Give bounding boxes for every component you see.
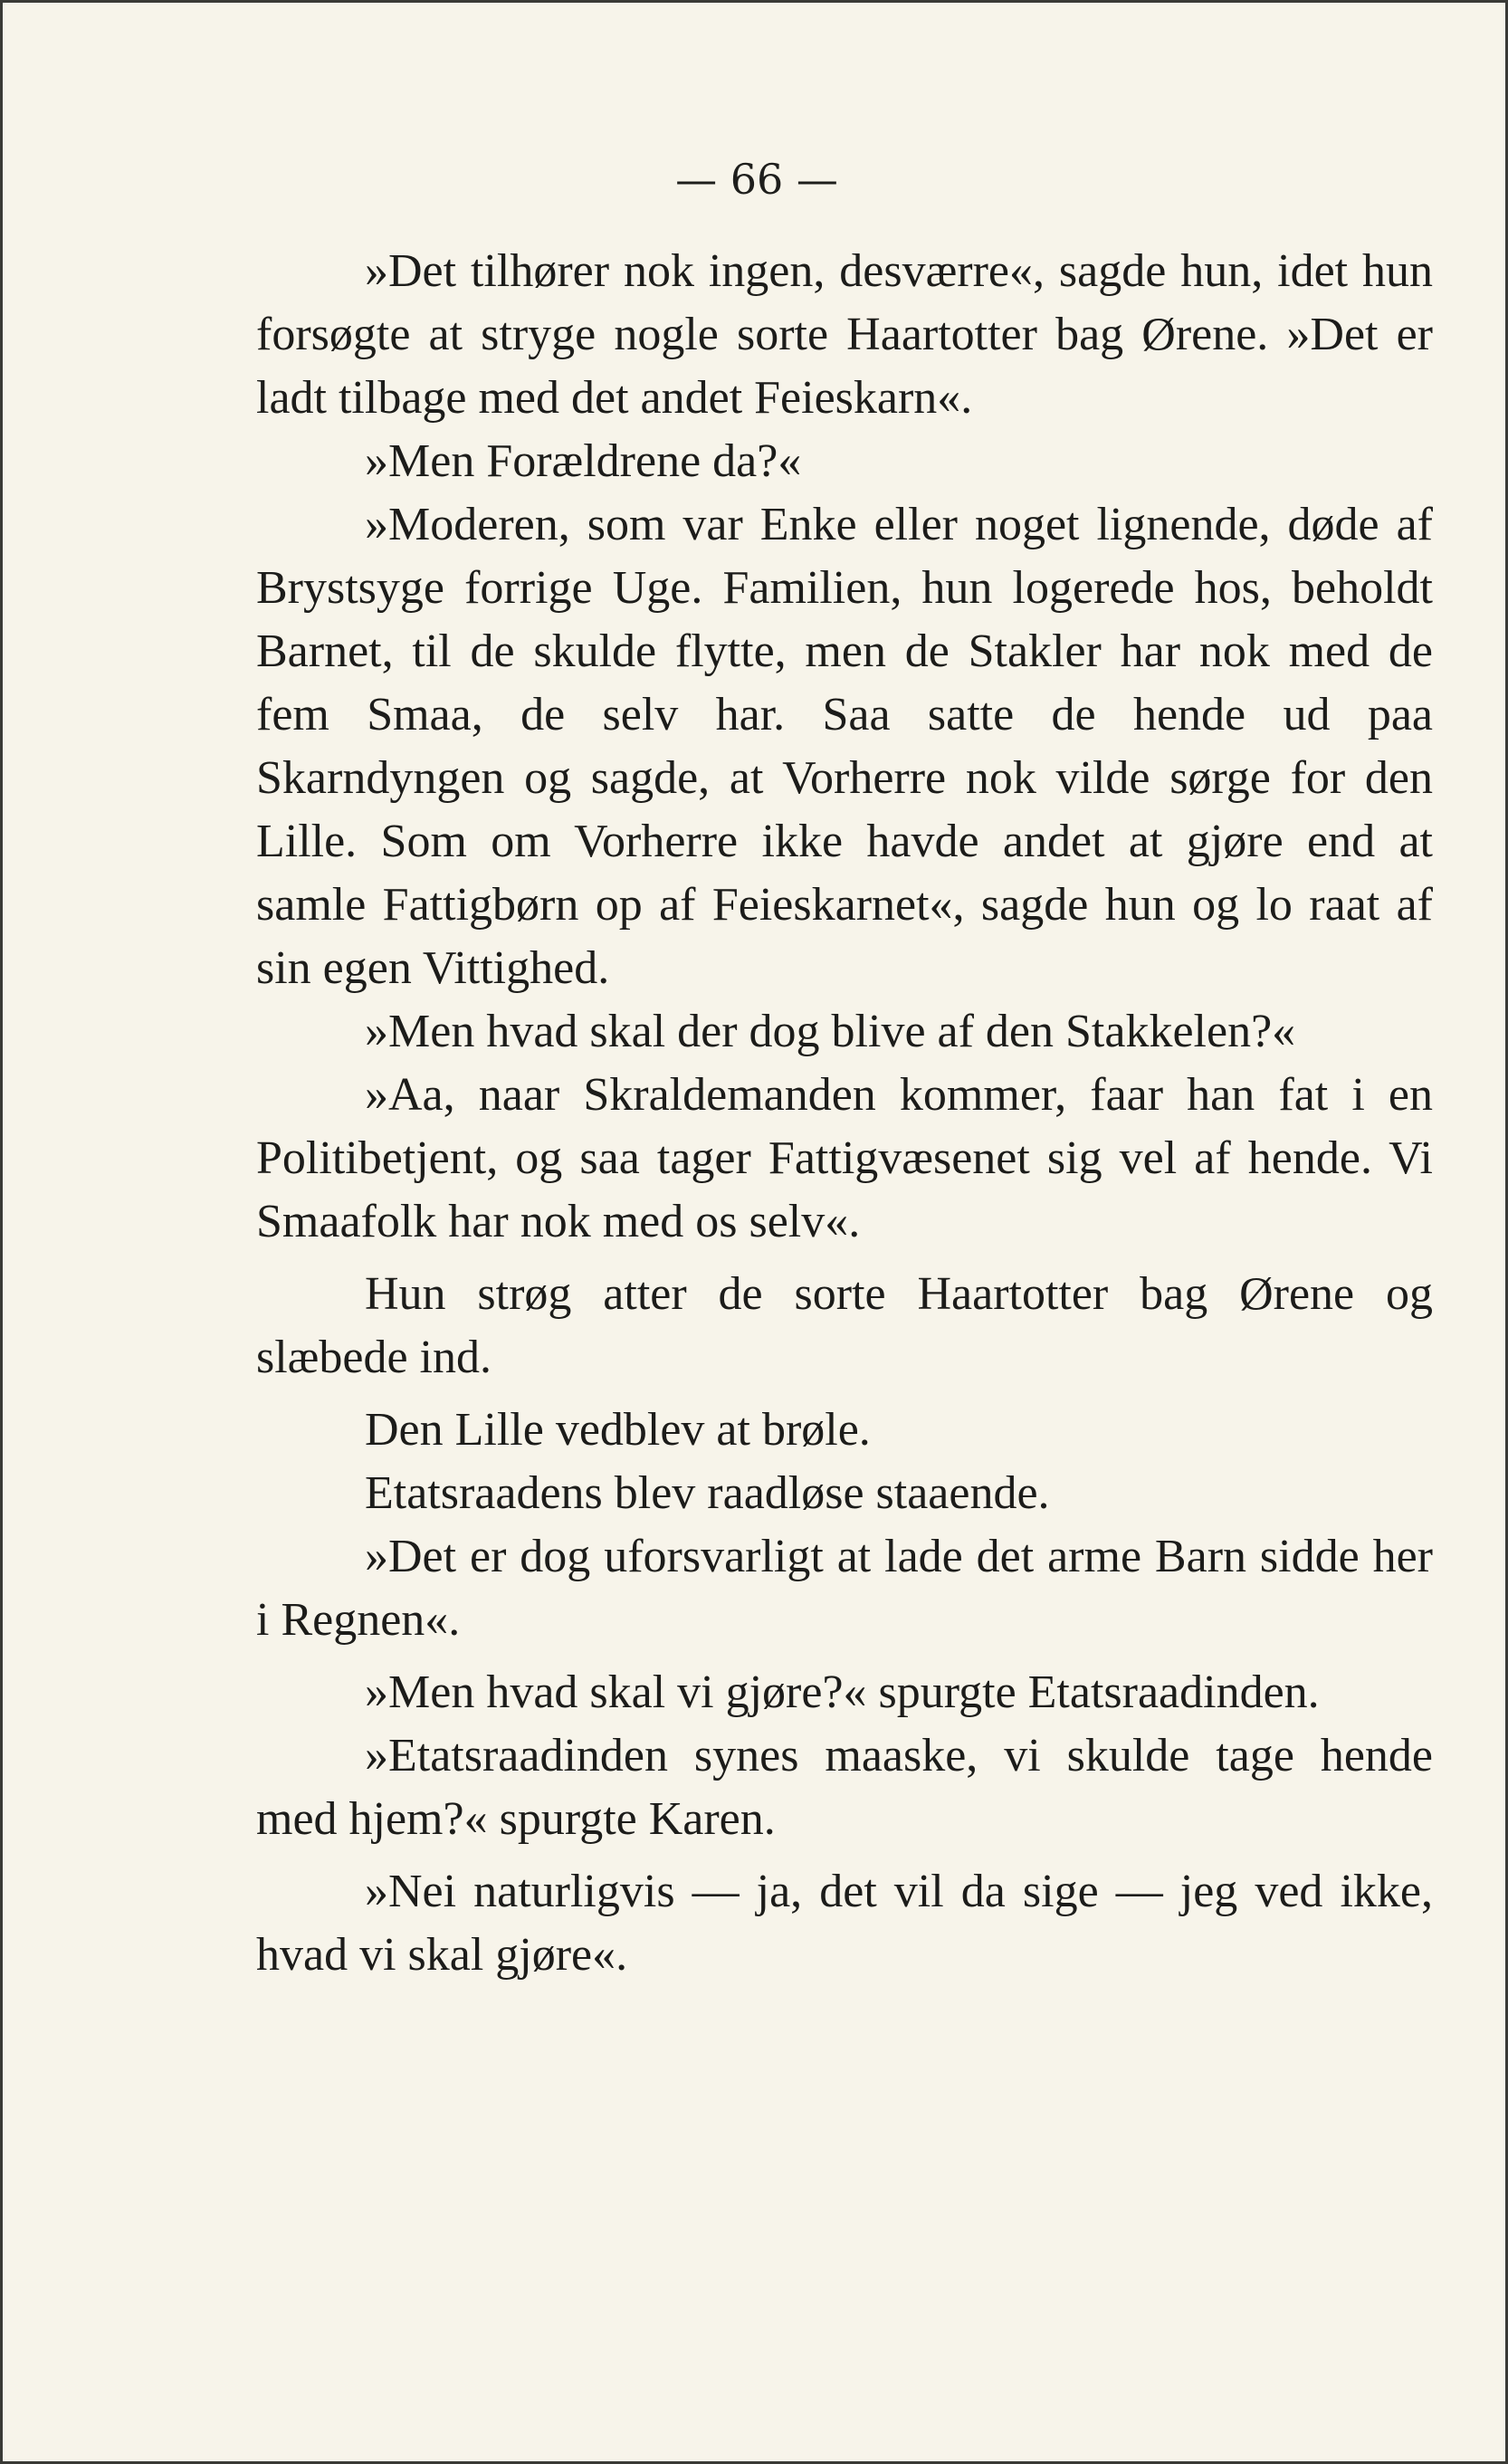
paragraph: »Moderen, som var Enke eller noget lignende, døde af Brystsyge forrige Uge. Familien, hun logerede hos, beholdt Barnet, til de skulde flytte, men de Stakler har nok med de fem Smaa, de selv har. Saa satte de hende ud paa Skarndyngen og sagde, at Vorherre nok vilde sørge for den Lille. Som om Vorherre ikke havde andet at gjøre end at samle Fattigbørn op af Feieskarnet«, sagde hun og lo raat af sin egen Vittighed. — [256, 499, 1433, 994]
paragraph: »Etatsraadinden synes maaske, vi skulde tage hende med hjem?« spurgte Karen. — [256, 1730, 1433, 1845]
paragraph: »Men hvad skal vi gjøre?« spurgte Etatsraadinden. — [365, 1667, 1320, 1718]
paragraph: »Aa, naar Skraldemanden kommer, faar han fat i en Politibetjent, og saa tager Fattigvæsenet sig vel af hende. Vi Smaafolk har nok med os selv«. — [256, 1069, 1433, 1247]
paragraph: »Det er dog uforsvarligt at lade det arme Barn sidde her i Regnen«. — [256, 1531, 1433, 1646]
body-text — [256, 240, 1433, 1987]
page-number: — 66 — — [675, 155, 838, 204]
paragraph: Hun strøg atter de sorte Haartotter bag Ørene og slæbede ind. — [256, 1268, 1433, 1383]
paragraph: »Det tilhører nok ingen, desværre«, sagde hun, idet hun forsøgte at stryge nogle sorte Haartotter bag Ørene. »Det er ladt tilbage med det andet Feieskarn«. — [256, 245, 1433, 424]
paragraph: Etatsraadens blev raadløse staaende. — [365, 1467, 1050, 1519]
paragraph: »Men Forældrene da?« — [365, 435, 802, 487]
paragraph: »Nei naturligvis — ja, det vil da sige — jeg ved ikke, hvad vi skal gjøre«. — [256, 1866, 1433, 1981]
paragraph: Den Lille vedblev at brøle. — [365, 1404, 871, 1456]
paragraph: »Men hvad skal der dog blive af den Stakkelen?« — [365, 1006, 1296, 1057]
